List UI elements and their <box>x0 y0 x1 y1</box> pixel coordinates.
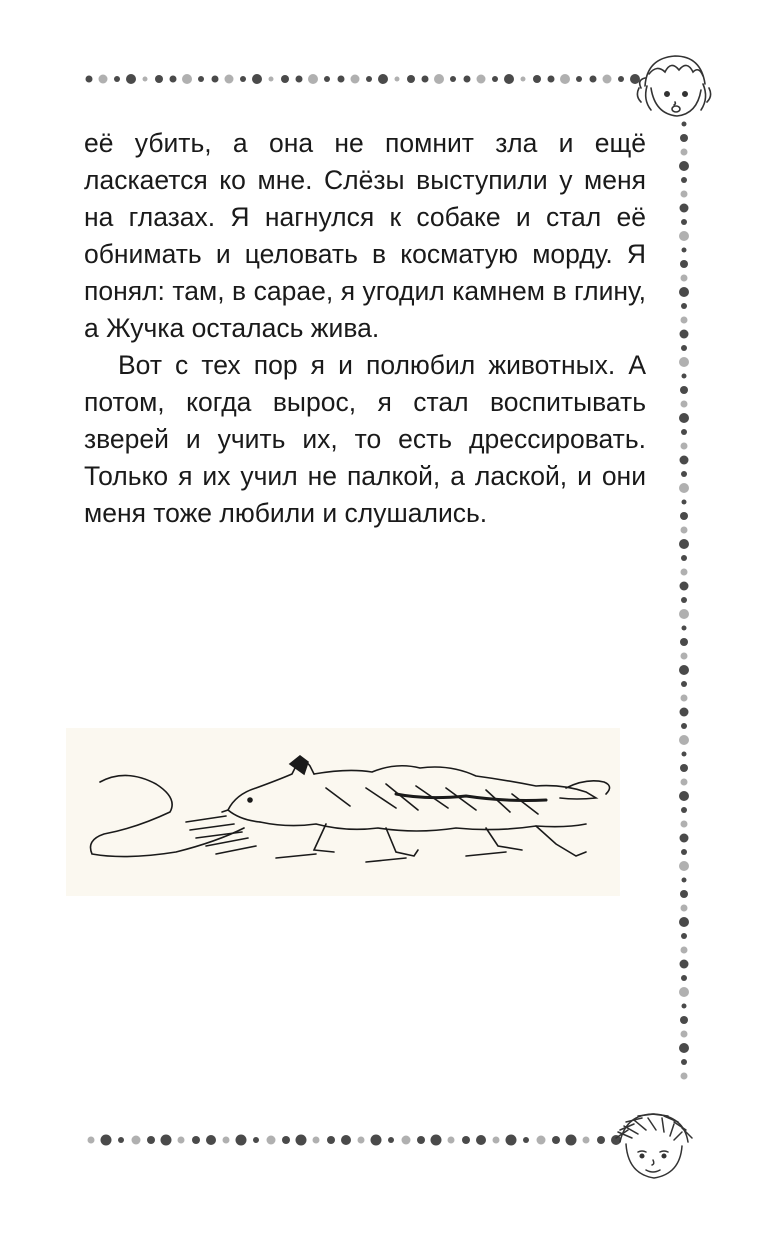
border-dot <box>492 76 498 82</box>
border-dot <box>679 665 689 675</box>
border-dot <box>388 1137 394 1143</box>
border-dot <box>681 471 687 477</box>
border-dot <box>679 861 689 871</box>
border-dot <box>296 1135 307 1146</box>
border-dot <box>680 638 688 646</box>
paragraph-2: Вот с тех пор я и полюбил животных. А потом, когда вырос, я стал воспитывать зверей и учить их, то есть дрессировать. Только я их учил не палкой, а лаской, и они меня тоже любили и слушались. <box>84 350 646 528</box>
border-dot <box>395 77 400 82</box>
border-dot <box>576 76 582 82</box>
border-dot <box>282 1136 290 1144</box>
border-dot <box>537 1136 546 1145</box>
border-dot <box>477 75 486 84</box>
border-dot <box>681 401 688 408</box>
border-dot <box>680 960 689 969</box>
border-dot <box>147 1136 155 1144</box>
border-dot <box>225 75 234 84</box>
border-dot <box>434 74 444 84</box>
border-dot <box>126 74 136 84</box>
border-dot <box>252 74 262 84</box>
border-dot <box>680 708 689 717</box>
border-dot <box>681 429 687 435</box>
border-dot <box>99 75 108 84</box>
border-dot <box>680 386 688 394</box>
border-dot <box>402 1136 411 1145</box>
boy-face-icon <box>612 1108 694 1186</box>
border-dot <box>681 191 688 198</box>
right-dotted-border <box>672 118 696 1093</box>
border-dot <box>682 626 687 631</box>
border-dot <box>240 76 246 82</box>
border-dot <box>192 1136 200 1144</box>
border-dot <box>680 134 688 142</box>
border-dot <box>679 917 689 927</box>
border-dot <box>548 76 555 83</box>
border-dot <box>267 1136 276 1145</box>
border-dot <box>566 1135 577 1146</box>
border-dot <box>198 76 204 82</box>
girl-face-icon <box>635 44 713 124</box>
border-dot <box>170 76 177 83</box>
border-dot <box>681 975 687 981</box>
border-dot <box>431 1135 442 1146</box>
border-dot <box>371 1135 382 1146</box>
border-dot <box>506 1135 517 1146</box>
border-dot <box>681 569 688 576</box>
border-dot <box>681 807 687 813</box>
border-dot <box>680 330 689 339</box>
border-dot <box>681 275 688 282</box>
border-dot <box>681 177 687 183</box>
border-dot <box>161 1135 172 1146</box>
border-dot <box>618 76 624 82</box>
border-dot <box>681 849 687 855</box>
border-dot <box>533 75 541 83</box>
border-dot <box>681 653 688 660</box>
story-text <box>84 125 646 532</box>
border-dot <box>417 1136 425 1144</box>
border-dot <box>450 76 456 82</box>
border-dot <box>681 317 688 324</box>
border-dot <box>682 878 687 883</box>
border-dot <box>679 791 689 801</box>
border-dot <box>680 204 689 213</box>
border-dot <box>681 821 688 828</box>
border-dot <box>223 1137 230 1144</box>
border-dot <box>504 74 514 84</box>
border-dot <box>682 1004 687 1009</box>
border-dot <box>521 77 526 82</box>
border-dot <box>679 413 689 423</box>
border-dot <box>493 1137 500 1144</box>
border-dot <box>681 933 687 939</box>
border-dot <box>679 357 689 367</box>
border-dot <box>351 75 360 84</box>
border-dot <box>680 512 688 520</box>
border-dot <box>143 77 148 82</box>
border-dot <box>114 76 120 82</box>
border-dot <box>680 764 688 772</box>
border-dot <box>681 555 687 561</box>
border-dot <box>680 582 689 591</box>
border-dot <box>679 609 689 619</box>
border-dot <box>422 76 429 83</box>
border-dot <box>206 1135 216 1145</box>
border-dot <box>86 76 93 83</box>
border-dot <box>681 597 687 603</box>
border-dot <box>236 1135 247 1146</box>
border-dot <box>281 75 289 83</box>
border-dot <box>313 1137 320 1144</box>
border-dot <box>680 456 689 465</box>
border-dot <box>269 77 274 82</box>
border-dot <box>583 1137 590 1144</box>
border-dot <box>680 834 689 843</box>
border-dot <box>597 1136 605 1144</box>
border-dot <box>101 1135 112 1146</box>
border-dot <box>366 76 372 82</box>
border-dot <box>679 483 689 493</box>
border-dot <box>682 752 687 757</box>
border-dot <box>212 76 219 83</box>
border-dot <box>681 905 688 912</box>
border-dot <box>476 1135 486 1145</box>
border-dot <box>378 74 388 84</box>
border-dot <box>603 75 612 84</box>
border-dot <box>681 1059 687 1065</box>
border-dot <box>590 76 597 83</box>
border-dot <box>680 1016 688 1024</box>
border-dot <box>178 1137 185 1144</box>
border-dot <box>308 74 318 84</box>
border-dot <box>679 231 689 241</box>
border-dot <box>682 248 687 253</box>
border-dot <box>324 76 330 82</box>
border-dot <box>296 76 303 83</box>
border-dot <box>681 681 687 687</box>
bottom-dotted-border <box>85 1128 625 1152</box>
border-dot <box>448 1137 455 1144</box>
border-dot <box>681 527 688 534</box>
border-dot <box>681 695 688 702</box>
border-dot <box>681 149 688 156</box>
border-dot <box>681 723 687 729</box>
border-dot <box>679 987 689 997</box>
border-dot <box>560 74 570 84</box>
border-dot <box>679 1043 689 1053</box>
border-dot <box>253 1137 259 1143</box>
border-dot <box>681 1073 688 1080</box>
border-dot <box>681 219 687 225</box>
border-dot <box>682 374 687 379</box>
border-dot <box>118 1137 124 1143</box>
border-dot <box>681 779 688 786</box>
border-dot <box>155 75 163 83</box>
border-dot <box>523 1137 529 1143</box>
border-dot <box>679 539 689 549</box>
border-dot <box>327 1136 335 1144</box>
border-dot <box>552 1136 560 1144</box>
top-dotted-border <box>85 68 645 90</box>
border-dot <box>407 75 415 83</box>
border-dot <box>681 947 688 954</box>
border-dot <box>358 1137 365 1144</box>
border-dot <box>682 500 687 505</box>
border-dot <box>680 890 688 898</box>
border-dot <box>182 74 192 84</box>
border-dot <box>679 735 689 745</box>
border-dot <box>341 1135 351 1145</box>
border-dot <box>679 161 689 171</box>
border-dot <box>132 1136 141 1145</box>
border-dot <box>464 76 471 83</box>
running-dog-illustration <box>66 728 620 896</box>
border-dot <box>681 303 687 309</box>
border-dot <box>88 1137 95 1144</box>
paragraph-1: её убить, а она не помнит зла и ещё ласкается ко мне. Слёзы выступили у меня на глазах. Я нагнулся к собаке и стал её обнимать и целовать в косматую морду. Я понял: там, в сарае, я угодил камнем в глину, а Жучка осталась жива. <box>84 128 646 343</box>
border-dot <box>681 1031 688 1038</box>
border-dot <box>681 345 687 351</box>
border-dot <box>680 260 688 268</box>
border-dot <box>338 76 345 83</box>
border-dot <box>462 1136 470 1144</box>
border-dot <box>679 287 689 297</box>
border-dot <box>681 443 688 450</box>
